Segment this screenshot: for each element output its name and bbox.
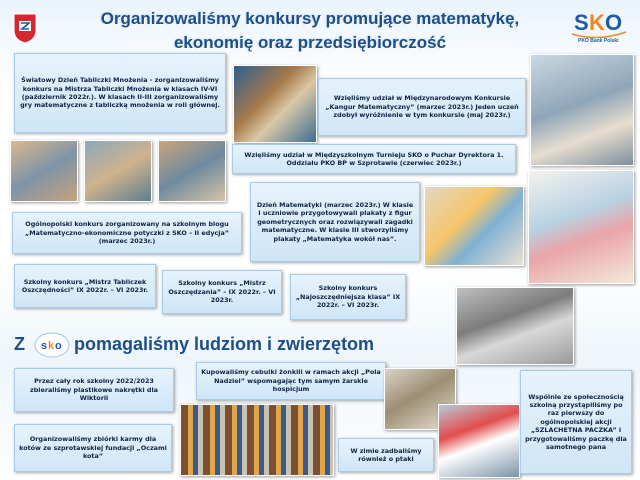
photo-snow-kids (438, 404, 520, 478)
photo-kids-3 (158, 140, 226, 202)
birds-box: W zimie zadbaliśmy również o ptaki (338, 438, 434, 472)
savings-master-box: Szkolny konkurs „Mistrz Tabliczek Oszczędności” IX 2022r. – VI 2023r. (14, 264, 156, 308)
photo-pet-food-cans (180, 404, 334, 476)
pet-food-box: Organizowaliśmy zbiórki karmy dla kotów ze szprotawskiej fundacji „Oczami kota” (14, 424, 172, 472)
svg-text:K: K (589, 10, 605, 35)
multiplication-day-box: Światowy Dzień Tabliczki Mnożenia - zorganizowaliśmy konkurs na Mistrza Tabliczki Mnożenia w klasach IV-VI (październik 2022r.). W klasach II-III zorganizowaliśmy gry matematyczne z tabliczką mnożenia w roli głównej. (14, 53, 226, 133)
blog-contest-box: Ogólnopolski konkurs zorganizowany na szkolnym blogu „Matematyczno-ekonomiczne potyczki z SKO – II edycja” (marzec 2023r.) (12, 212, 242, 254)
daffodils-box: Kupowaliśmy cebulki żonkili w ramach akcji „Pola Nadziei” wspomagając tym samym żarskie hospicjum (196, 362, 386, 400)
section2-prefix: Z (14, 334, 25, 354)
page-title-line1: Organizowaliśmy konkursy promujące matematykę, (100, 9, 520, 28)
school-crest-logo (12, 12, 38, 44)
section2-title: pomagaliśmy ludziom i zwierzętom (74, 334, 375, 354)
kangur-contest-box: Wzięliśmy udział w Międzynarodowym Konkursie „Kangur Matematyczny” (marzec 2023r.) Jeden uczeń zdobył wyróżnienie w tym konkursie (maj 2023r.) (318, 78, 526, 136)
page-title-line2: ekonomię oraz przedsiębiorczość (173, 33, 447, 52)
photo-kids-1 (10, 140, 78, 202)
sko-inline-logo (34, 332, 70, 358)
photo-mascots (233, 65, 317, 143)
photo-math-posters (424, 186, 524, 266)
sko-logo (568, 6, 630, 50)
svg-text:s: s (41, 340, 48, 352)
cleanest-class-box: Szkolny konkurs „Najoszczędniejsza klasa” IX 2022r. – VI 2023r. (290, 274, 406, 320)
photo-girl-poster (528, 170, 634, 284)
photo-piggy-banks (456, 287, 574, 365)
photo-kids-2 (84, 140, 152, 202)
noble-parcel-box: Wspólnie ze społecznością szkolną przystąpiliśmy po raz pierwszy do ogólnopolskiej akcji „SZLACHETNA PACZKA” i przygotowaliśmy paczkę dla samotnego pana (520, 370, 632, 474)
tournament-box: Wzięliśmy udział w Międzyszkolnym Turnieju SKO o Puchar Dyrektora 1. Oddziału PKO BP w Szprotawie (czerwiec 2023r.) (232, 144, 516, 174)
caps-collection-box: Przez cały rok szkolny 2022/2023 zbieraliśmy plastikowe nakrętki dla Wiktorii (14, 368, 174, 412)
sko-logo-subtitle: PKO Bank Polski (578, 38, 619, 44)
saving-master2-box: Szkolny konkurs „Mistrz Oszczędzania” – IX 2022r. – VI 2023r. (162, 270, 282, 314)
svg-text:k: k (48, 340, 55, 352)
math-day-box: Dzień Matematyki (marzec 2023r.) W klasie I uczniowie przygotowywali plakaty z figur geometrycznych oraz rozwiązywali zagadki matematyczne. W klasie III stworzyliśmy plakaty „Matematyka wokół nas”. (250, 182, 420, 262)
svg-text:O: O (605, 10, 623, 35)
svg-text:o: o (55, 340, 62, 352)
photo-classroom-right (530, 54, 634, 166)
svg-text:S: S (574, 10, 589, 35)
